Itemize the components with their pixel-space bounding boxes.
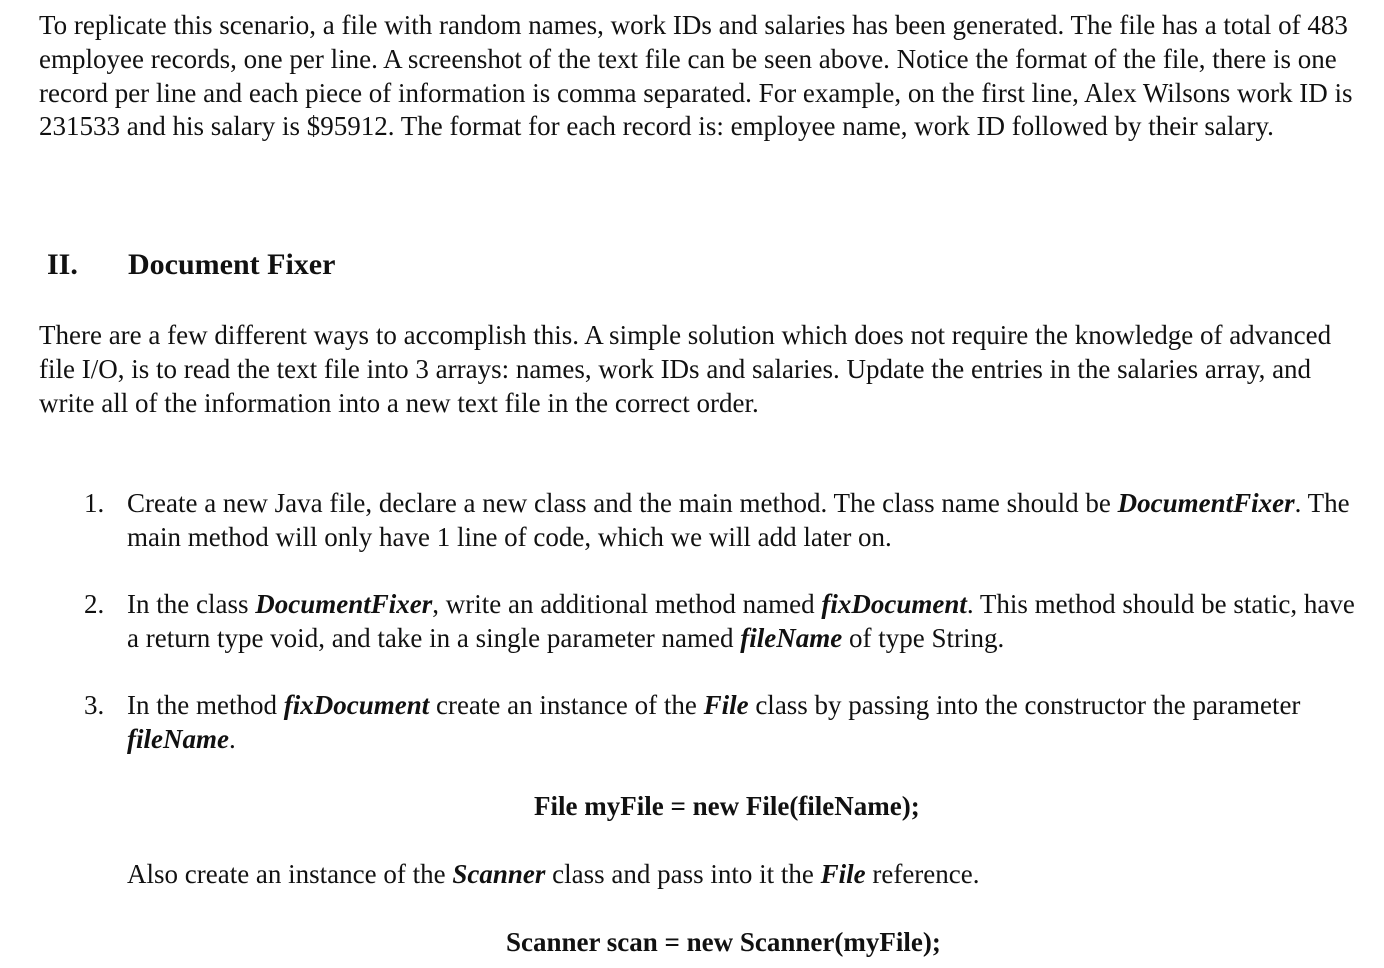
section-number: II.: [47, 248, 78, 281]
class-name-emphasis: File: [820, 859, 866, 889]
text-run: , write an additional method named: [432, 589, 822, 619]
section-heading: [47, 246, 335, 284]
class-name-emphasis: File: [703, 690, 749, 720]
text-run: reference.: [865, 859, 980, 889]
class-name-emphasis: Scanner: [452, 859, 546, 889]
list-item-text: [127, 487, 1364, 555]
class-name-emphasis: DocumentFixer: [255, 589, 433, 619]
text-run: create an instance of the: [429, 690, 704, 720]
scanner-instruction: [127, 858, 980, 892]
text-run: .: [228, 723, 236, 754]
text-run: In the class: [127, 589, 256, 619]
method-name-emphasis: fixDocument: [283, 690, 430, 720]
code-line-scanner: Scanner scan = new Scanner(myFile);: [506, 927, 941, 957]
text-run: . The main method will only have 1 line of code, which we will add later on.: [127, 488, 1350, 552]
list-item: [84, 689, 1364, 757]
text-run: class and pass into it the: [545, 859, 821, 889]
list-item: [84, 588, 1364, 656]
parameter-name-emphasis: fileName: [740, 622, 843, 653]
parameter-name-emphasis: fileName: [127, 723, 229, 754]
code-line-file: File myFile = new File(fileName);: [534, 791, 920, 821]
list-marker: 2.: [84, 589, 105, 619]
list-item-text: [127, 588, 1364, 656]
text-run: Create a new Java file, declare a new class and the main method. The class name should be: [127, 488, 1118, 518]
text-run: class by passing into the constructor the parameter: [748, 690, 1301, 720]
list-marker: 3.: [84, 690, 105, 720]
list-item-text: [127, 689, 1364, 757]
intro-paragraph: To replicate this scenario, a file with random names, work IDs and salaries has been generated. The file has a total of 483 employee records, one per line. A screenshot of the text file can be seen above. Notice the format of the file, there is one record per line and each piece of information is comma separated. For example, on the first line, Alex Wilsons work ID is 231533 and his salary is $95912. The format for each record is: employee name, work ID followed by their salary.: [39, 10, 1353, 142]
text-run: In the method: [127, 690, 284, 720]
text-run: of type String.: [842, 622, 1005, 653]
list-marker: 1.: [84, 488, 105, 518]
text-run: Also create an instance of the: [127, 859, 453, 889]
list-item: [84, 487, 1364, 555]
class-name-emphasis: DocumentFixer: [1117, 488, 1295, 518]
section-paragraph: There are a few different ways to accomplish this. A simple solution which does not require the knowledge of advanced file I/O, is to read the text file into 3 arrays: names, work IDs and salaries. Update the entries in the salaries array, and write all of the information into a new text file in the correct order.: [39, 320, 1332, 418]
section-title: Document Fixer: [128, 248, 336, 281]
method-name-emphasis: fixDocument: [821, 589, 967, 619]
text-run: . This method should be static, have a return type void, and take in a single parameter named: [127, 589, 1355, 653]
